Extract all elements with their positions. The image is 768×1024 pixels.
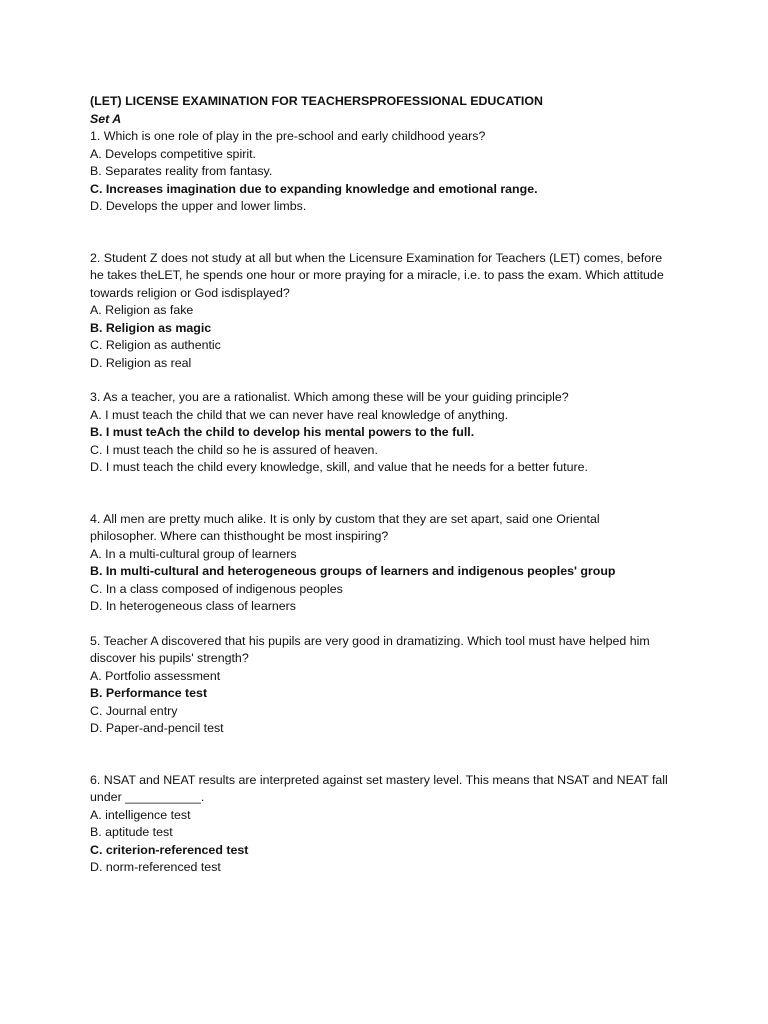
spacer: [90, 738, 700, 772]
question-stem: 3. As a teacher, you are a rationalist. Which among these will be your guiding principle?: [90, 390, 569, 404]
option-d: D. Develops the upper and lower limbs.: [90, 199, 307, 213]
spacer: [90, 216, 700, 250]
option-b: B. Performance test: [90, 686, 208, 700]
question-stem: discover his pupils' strength?: [90, 651, 249, 665]
question-1: [90, 128, 700, 216]
option-c: C. Religion as authentic: [90, 338, 221, 352]
spacer: [90, 477, 700, 511]
question-stem: under ___________.: [90, 790, 205, 804]
question-2: [90, 250, 700, 373]
option-b: B. Separates reality from fantasy.: [90, 164, 273, 178]
document-content: [90, 93, 700, 877]
document-title: (LET) LICENSE EXAMINATION FOR TEACHERSPROFESSIONAL EDUCATION: [90, 94, 543, 108]
option-b: B. I must teAch the child to develop his mental powers to the full.: [90, 425, 475, 439]
option-a: A. I must teach the child that we can never have real knowledge of anything.: [90, 407, 509, 422]
option-a: A. Religion as fake: [90, 303, 194, 317]
question-stem: philosopher. Where can thisthought be most inspiring?: [90, 529, 389, 543]
option-d: D. norm-referenced test: [90, 860, 221, 874]
option-c: C. criterion-referenced test: [90, 842, 249, 857]
question-stem: 2. Student Z does not study at all but when the Licensure Examination for Teachers (LET) comes, before: [90, 250, 663, 265]
option-d: D. Paper-and-pencil test: [90, 721, 224, 735]
option-b: B. Religion as magic: [90, 320, 212, 335]
option-c: C. In a class composed of indigenous peoples: [90, 581, 343, 596]
option-a: A. intelligence test: [90, 807, 191, 822]
question-stem: 1. Which is one role of play in the pre-school and early childhood years?: [90, 129, 486, 143]
question-stem: 4. All men are pretty much alike. It is only by custom that they are set apart, said one Oriental: [90, 511, 600, 526]
question-stem: he takes theLET, he spends one hour or more praying for a miracle, i.e. to pass the exam. Which attitude: [90, 268, 664, 282]
option-a: A. Develops competitive spirit.: [90, 146, 256, 161]
option-d: D. In heterogeneous class of learners: [90, 599, 296, 613]
option-c: C. Increases imagination due to expanding knowledge and emotional range.: [90, 181, 538, 196]
option-a: A. Portfolio assessment: [90, 668, 221, 683]
question-stem: 5. Teacher A discovered that his pupils are very good in dramatizing. Which tool must have helped him: [90, 633, 650, 648]
option-c: C. Journal entry: [90, 703, 178, 718]
option-b: B. In multi-cultural and heterogeneous groups of learners and indigenous peoples' group: [90, 564, 616, 578]
question-4: [90, 511, 700, 616]
question-stem: 6. NSAT and NEAT results are interpreted against set mastery level. This means that NSAT and NEAT fall: [90, 772, 668, 787]
option-b: B. aptitude test: [90, 825, 173, 839]
option-c: C. I must teach the child so he is assured of heaven.: [90, 442, 378, 457]
question-stem: towards religion or God isdisplayed?: [90, 285, 290, 300]
option-d: D. I must teach the child every knowledge, skill, and value that he needs for a better future.: [90, 460, 588, 474]
question-6: [90, 772, 700, 877]
option-d: D. Religion as real: [90, 355, 192, 370]
option-a: A. In a multi-cultural group of learners: [90, 546, 297, 561]
question-3: [90, 389, 700, 477]
spacer: [90, 616, 700, 633]
spacer: [90, 372, 700, 389]
set-label: Set A: [90, 111, 122, 126]
question-5: [90, 633, 700, 738]
